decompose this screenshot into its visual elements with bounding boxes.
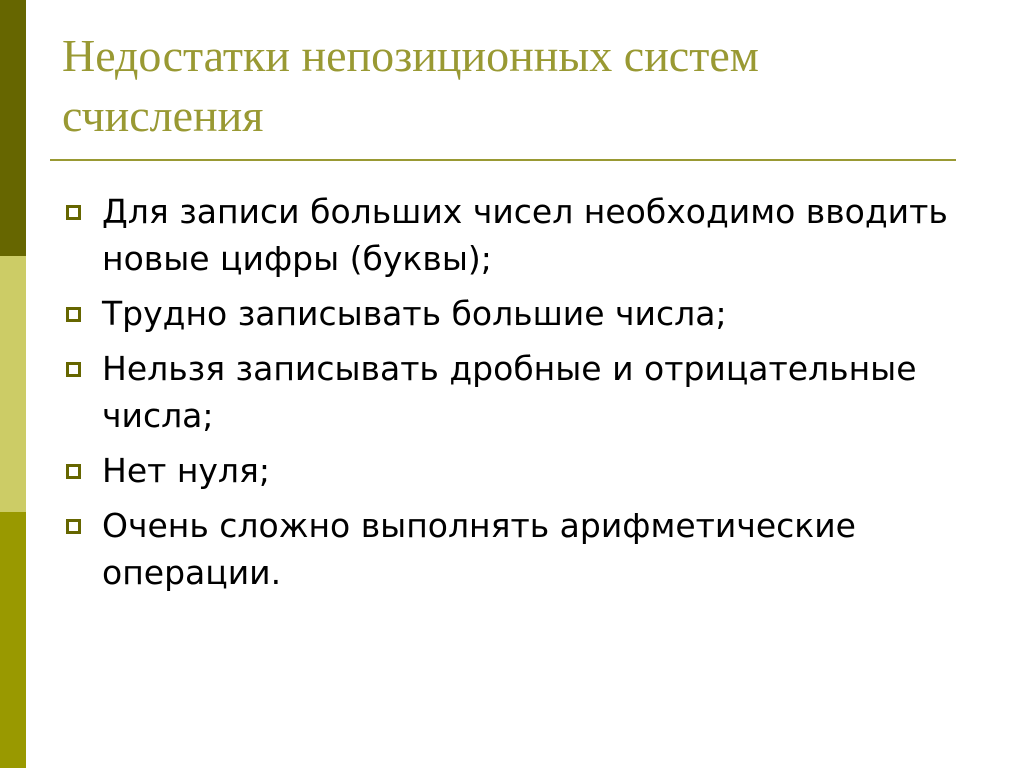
side-bar-middle: [0, 256, 26, 512]
bullet-text: Нельзя записывать дробные и отрицательные числа;: [102, 349, 917, 435]
bullet-text: Очень сложно выполнять арифметические операции.: [102, 506, 856, 592]
side-bar-top: [0, 0, 26, 256]
hollow-square-bullet-icon: [66, 519, 81, 534]
hollow-square-bullet-icon: [66, 464, 81, 479]
bullet-text: Нет нуля;: [102, 451, 270, 490]
side-bar-bottom: [0, 512, 26, 768]
title-divider: [50, 159, 956, 161]
hollow-square-bullet-icon: [66, 362, 81, 377]
list-item: [62, 290, 962, 337]
hollow-square-bullet-icon: [66, 205, 81, 220]
bullet-text: Для записи больших чисел необходимо вводить новые цифры (буквы);: [102, 192, 948, 278]
list-item: [62, 345, 962, 439]
bullet-text: Трудно записывать большие числа;: [102, 294, 727, 333]
list-item: [62, 502, 962, 596]
hollow-square-bullet-icon: [66, 307, 81, 322]
list-item: [62, 188, 962, 282]
list-item: [62, 447, 962, 494]
slide-title: Недостатки непозиционных систем счисления: [62, 30, 759, 141]
bullet-list: [62, 188, 962, 604]
